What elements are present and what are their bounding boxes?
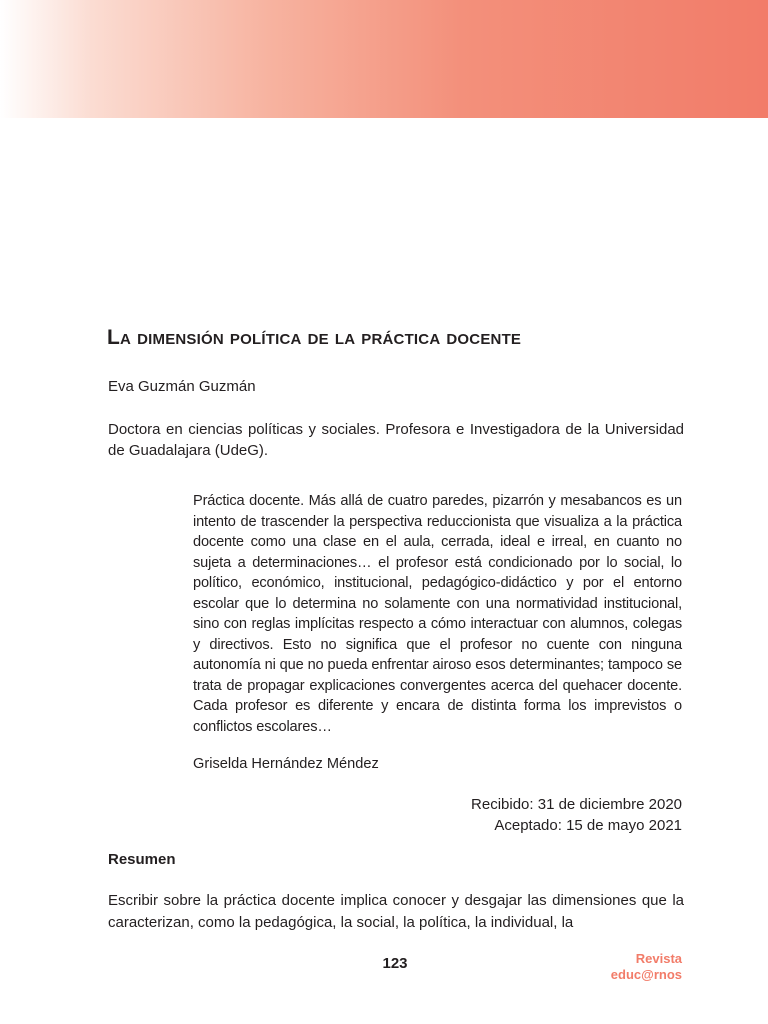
author-name: Eva Guzmán Guzmán [108,378,256,395]
article-title: La dimensión política de la práctica docente [107,326,522,349]
accepted-date: Aceptado: 15 de mayo 2021 [494,817,682,834]
abstract-heading: Resumen [108,851,176,868]
journal-logo [611,951,682,983]
received-date: Recibido: 31 de diciembre 2020 [471,796,682,813]
epigraph-text: Práctica docente. Más allá de cuatro paredes, pizarrón y mesabancos es un intento de trascender la perspectiva reduccionista que visualiza a la práctica docente como una clase en el aula, cerrada, ideal e irreal, en cuanto no sujeta a determinaciones… el profesor está condicionado por lo social, lo político, económico, institucional, pedagógico-didáctico y por el entorno escolar que lo determina no solamente con una normatividad institucional, sino con reglas implícitas respecto a cómo interactuar con alumnos, colegas y directivos. Esto no significa que el profesor no cuente con ninguna autonomía ni que no pueda enfrentar airoso esos determinantes; tampoco se trata de propagar explicaciones convergentes acerca del quehacer docente. Cada profesor es diferente y encara de distinta forma los imprevistos o conflictos escolares… [193,493,682,735]
header-color-band [0,0,768,118]
journal-logo-line2: educ@rnos [610,967,682,982]
journal-logo-line1: Revista [635,951,682,966]
dates-block [471,794,682,836]
epigraph [193,491,682,772]
abstract-text: Escribir sobre la práctica docente implica conocer y desgajar las dimensiones que la caracterizan, como la pedagógica, la social, la política, la individual, la [108,892,684,931]
author-affiliation: Doctora en ciencias políticas y sociales. Profesora e Investigadora de la Universidad de Guadalajara (UdeG). [108,421,684,459]
epigraph-author: Griselda Hernández Méndez [193,756,379,772]
page-number: 123 [382,955,408,972]
